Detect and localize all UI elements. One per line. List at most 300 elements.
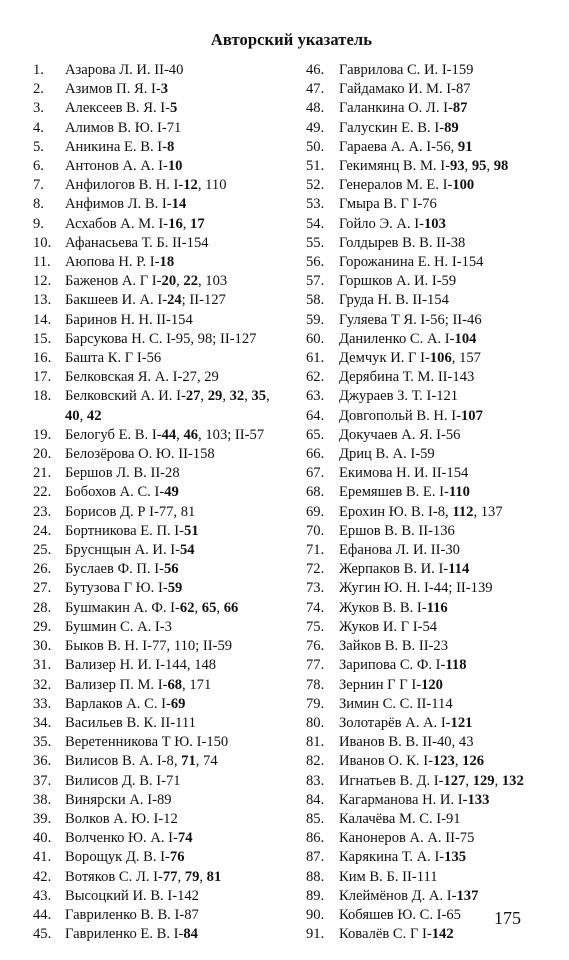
entry-text: [339, 676, 568, 695]
entry-text-part: ; II-127: [181, 292, 226, 309]
index-entry: [306, 714, 568, 733]
index-entry: [306, 330, 568, 349]
entry-number: 1.: [33, 62, 44, 78]
page-number: 175: [494, 908, 521, 928]
entry-text-part: ,: [222, 388, 230, 405]
entry-text-part: Жугин Ю. Н. I-44; II-139: [339, 580, 493, 597]
entry-number: 21.: [33, 465, 52, 482]
index-entry: [306, 579, 568, 598]
page-ref-bold: 118: [445, 657, 467, 674]
entry-text-part: Докучаев А. Я. I-56: [339, 426, 461, 443]
entry-text-part: Бортникова Е. П. I-: [65, 522, 185, 539]
entry-text-part: Вилисов В. А. I-8,: [65, 753, 182, 770]
entry-number: 40.: [33, 830, 52, 847]
entry-text: [65, 311, 301, 330]
entry-number: 32.: [33, 676, 52, 693]
entry-text-part: Белогуб Е. В. I-: [65, 426, 162, 443]
entry-text-part: Груда Н. В. II-154: [339, 292, 449, 309]
entry-number: 84.: [306, 791, 325, 808]
page-ref-bold: 95: [471, 158, 487, 175]
page-ref-bold: 89: [444, 119, 459, 136]
entry-text-part: Баринов Н. Н. II-154: [65, 311, 193, 328]
index-entry: [33, 579, 301, 598]
page-ref-bold: 114: [448, 561, 470, 578]
page-ref-bold: 69: [170, 695, 186, 712]
index-entry: [306, 906, 568, 925]
entry-text-part: Довгопольй В. Н. I-: [339, 407, 461, 424]
entry-text: [339, 330, 568, 349]
index-entry: [33, 349, 301, 368]
entry-number: 90.: [306, 906, 325, 923]
index-entry: [306, 368, 568, 387]
entry-text-part: Гуляева Т Я. I-56; II-46: [339, 311, 482, 328]
page-ref-bold: 49: [164, 484, 179, 501]
page-ref-bold: 16: [168, 215, 183, 232]
index-entry: [33, 80, 301, 99]
entry-number: 18.: [33, 388, 52, 405]
entry-text-part: Гмыра В. Г I-76: [339, 196, 437, 213]
index-entry: [306, 119, 568, 138]
entry-text-part: ,: [464, 158, 472, 175]
entry-number: 85.: [306, 810, 325, 827]
entry-number: 64.: [306, 407, 325, 424]
entry-text: [65, 906, 301, 925]
page-ref-bold: 65: [201, 599, 217, 616]
entry-text-part: Белковская Я. А. I-27, 29: [65, 369, 219, 386]
entry-number: 26.: [33, 561, 52, 578]
entry-text-part: Веретенникова Т Ю. I-150: [65, 734, 229, 751]
page-ref-bold: 20: [161, 273, 177, 290]
page-ref-bold: 110: [448, 484, 470, 501]
index-entry: [306, 426, 568, 445]
index-entry: [306, 925, 568, 944]
index-entry: [33, 464, 301, 483]
index-entry: [306, 138, 568, 157]
entry-number: 50.: [306, 138, 325, 155]
entry-number: 36.: [33, 753, 52, 770]
entry-text: [65, 349, 301, 368]
index-entry: [306, 464, 568, 483]
page-ref-bold: 127: [443, 772, 466, 789]
entry-text-part: Анфимов Л. В. I-: [65, 196, 172, 213]
entry-number: 70.: [306, 522, 325, 539]
entry-text: [339, 253, 568, 272]
entry-text-part: ,: [486, 158, 494, 175]
index-entry: [33, 810, 301, 829]
index-entry: [306, 61, 568, 80]
index-entry: [306, 407, 568, 426]
index-entry: [33, 599, 301, 618]
entry-number: 88.: [306, 868, 325, 885]
index-entry: [306, 733, 568, 752]
entry-text: [339, 311, 568, 330]
entry-text-part: Жуков В. В. I-: [339, 599, 427, 616]
entry-text-part: Аюпова Н. Р. I-: [65, 254, 160, 271]
entry-text-part: Гаврилова С. И. I-159: [339, 62, 474, 78]
page-ref-bold: 24: [167, 292, 182, 309]
entry-text: [339, 695, 568, 714]
page-ref-bold: 71: [181, 753, 196, 770]
entry-number: 79.: [306, 695, 325, 712]
entry-number: 47.: [306, 81, 325, 98]
entry-text-part: Алимов В. Ю. I-71: [65, 119, 182, 136]
entry-number: 43.: [33, 887, 52, 904]
entry-text: [65, 925, 301, 944]
entry-number: 27.: [33, 580, 52, 597]
page-ref-bold: 132: [501, 772, 524, 789]
entry-number: 56.: [306, 254, 325, 271]
index-entry: [33, 157, 301, 176]
index-entry: [306, 176, 568, 195]
index-entry: [33, 215, 301, 234]
entry-text-part: Афанасьева Т. Б. II-154: [65, 234, 209, 251]
index-entry: [306, 445, 568, 464]
page-ref-bold: 81: [206, 868, 222, 885]
index-entry: [306, 791, 568, 810]
entry-text-part: Азимов П. Я. I-: [65, 81, 161, 98]
index-entry: [306, 772, 568, 791]
page-ref-bold: 40: [65, 407, 80, 424]
index-entry: [33, 195, 301, 214]
entry-text-part: Азарова Л. И. II-40: [65, 62, 184, 78]
entry-text: [339, 599, 568, 618]
entry-number: 20.: [33, 446, 52, 463]
entry-text-part: Антонов А. А. I-: [65, 158, 168, 175]
entry-text: [339, 138, 568, 157]
index-entry: [33, 906, 301, 925]
index-entry: [306, 215, 568, 234]
entry-number: 89.: [306, 887, 325, 904]
index-entry: [33, 868, 301, 887]
entry-number: 63.: [306, 388, 325, 405]
entry-number: 30.: [33, 638, 52, 655]
index-entry: [306, 234, 568, 253]
index-entry: [306, 503, 568, 522]
index-entry: [306, 272, 568, 291]
page-ref-bold: 120: [421, 676, 443, 693]
entry-text-part: Ворощук Д. В. I-: [65, 849, 170, 866]
entry-text: [339, 407, 568, 426]
index-entry: [306, 311, 568, 330]
entry-text-part: Зарипова С. Ф. I-: [339, 657, 446, 674]
entry-number: 86.: [306, 830, 325, 847]
entry-text: [65, 733, 301, 752]
index-entry: [33, 253, 301, 272]
page-ref-bold: 51: [184, 522, 199, 539]
index-entry: [33, 99, 301, 118]
entry-text: [339, 618, 568, 637]
entry-text-part: Дриц В. А. I-59: [339, 446, 435, 463]
page-ref-bold: 93: [449, 158, 465, 175]
entry-text-part: ,: [182, 215, 191, 232]
entry-number: 77.: [306, 657, 325, 674]
entry-number: 23.: [33, 503, 52, 520]
entry-text: [65, 752, 301, 771]
entry-text-part: Зернин Г Г I-: [339, 676, 422, 693]
page-ref-bold: 17: [190, 215, 205, 232]
entry-text: [65, 272, 301, 291]
entry-text: [339, 464, 568, 483]
entry-text-part: ,: [199, 868, 207, 885]
page-ref-bold: 112: [452, 503, 474, 520]
page-ref-bold: 116: [426, 599, 448, 616]
entry-text-part: Галанкина О. Л. I-: [339, 100, 453, 117]
entry-number: 17.: [33, 369, 52, 386]
index-entry: [33, 330, 301, 349]
index-entry: [306, 868, 568, 887]
page-ref-bold: 137: [456, 887, 479, 904]
index-entry: [306, 80, 568, 99]
entry-number: 38.: [33, 791, 52, 808]
entry-text-part: Ковалёв С. Г I-: [339, 926, 432, 943]
entry-text-part: Джураев З. Т. I-121: [339, 388, 459, 405]
entry-text: [65, 387, 301, 425]
entry-text-part: Галускин Е. В. I-: [339, 119, 445, 136]
entry-text: [65, 503, 301, 522]
index-entry: [33, 676, 301, 695]
page-ref-bold: 66: [223, 599, 239, 616]
entry-text: [339, 157, 568, 176]
entry-text-part: Игнатьев В. Д. I-: [339, 772, 444, 789]
page-ref-bold: 77: [162, 868, 178, 885]
entry-text: [339, 445, 568, 464]
index-entry: [33, 560, 301, 579]
entry-number: 65.: [306, 426, 325, 443]
index-entry: [306, 618, 568, 637]
page-ref-bold: 27: [185, 388, 201, 405]
index-entry: [306, 848, 568, 867]
entry-number: 10.: [33, 234, 52, 251]
entry-number: 8.: [33, 196, 44, 213]
index-entry: [33, 368, 301, 387]
entry-text-part: Гекимянц В. М. I-: [339, 158, 450, 175]
entry-number: 29.: [33, 618, 52, 635]
entry-number: 48.: [306, 100, 325, 117]
entry-text: [65, 695, 301, 714]
entry-number: 41.: [33, 849, 52, 866]
entry-text: [65, 253, 301, 272]
entry-text-part: Баженов А. Г I-: [65, 273, 162, 290]
entry-text-part: Ершов В. В. II-136: [339, 522, 455, 539]
entry-text: [65, 656, 301, 675]
index-entry: [306, 599, 568, 618]
entry-number: 25.: [33, 542, 52, 559]
entry-text: [339, 656, 568, 675]
entry-number: 7.: [33, 177, 44, 194]
index-entry: [306, 560, 568, 579]
entry-text-part: Калачёва М. С. I-91: [339, 810, 461, 827]
entry-number: 82.: [306, 753, 325, 770]
entry-text: [65, 426, 301, 445]
entry-number: 39.: [33, 810, 52, 827]
entry-text: [339, 906, 568, 925]
entry-text-part: Асхабов А. М. I-: [65, 215, 169, 232]
entry-text: [65, 522, 301, 541]
entry-number: 37.: [33, 772, 52, 789]
entry-number: 34.: [33, 714, 52, 731]
index-entry: [33, 772, 301, 791]
entry-number: 62.: [306, 369, 325, 386]
entry-number: 91.: [306, 926, 325, 943]
index-entry: [33, 733, 301, 752]
page-ref-bold: 59: [167, 580, 183, 597]
entry-text: [65, 99, 301, 118]
entry-text: [339, 791, 568, 810]
entry-text: [339, 272, 568, 291]
entry-text-part: , 74: [195, 753, 218, 770]
entry-text-part: Гайдамако И. М. I-87: [339, 81, 471, 98]
entry-text-part: ,: [176, 273, 184, 290]
entry-text-part: Ким В. Б. II-111: [339, 868, 438, 885]
entry-text: [65, 215, 301, 234]
entry-number: 74.: [306, 599, 325, 616]
entry-text: [339, 560, 568, 579]
entry-text-part: Бушмин С. А. I-3: [65, 618, 172, 635]
entry-text: [65, 157, 301, 176]
entry-text: [339, 522, 568, 541]
entry-text-part: Аникина Е. В. I-: [65, 138, 167, 155]
entry-text: [65, 829, 301, 848]
index-entry: [33, 234, 301, 253]
index-entry: [33, 637, 301, 656]
entry-text: [65, 291, 301, 310]
index-entry: [306, 195, 568, 214]
entry-text-part: Бушмакин А. Ф. I-: [65, 599, 180, 616]
entry-text-part: , 157: [451, 350, 481, 367]
page-ref-bold: 14: [171, 196, 187, 213]
page-ref-bold: 3: [160, 81, 169, 98]
entry-text: [65, 848, 301, 867]
entry-text-part: Екимова Н. И. II-154: [339, 465, 469, 482]
entry-text: [65, 195, 301, 214]
entry-text: [65, 541, 301, 560]
entry-number: 59.: [306, 311, 325, 328]
entry-number: 75.: [306, 618, 325, 635]
entry-text: [339, 176, 568, 195]
entry-text-part: Кагарманова Н. И. I-: [339, 791, 468, 808]
entry-text: [65, 579, 301, 598]
page-ref-bold: 12: [183, 177, 198, 194]
entry-number: 51.: [306, 158, 325, 175]
entry-text-part: Горшков А. И. I-59: [339, 273, 457, 290]
index-entry: [306, 656, 568, 675]
index-entry: [306, 541, 568, 560]
page-ref-bold: 84: [183, 926, 198, 943]
index-entry: [33, 503, 301, 522]
entry-text-part: Бруснщын А. И. I-: [65, 542, 180, 559]
entry-text-part: Вализер Н. И. I-144, 148: [65, 657, 217, 674]
entry-text: [339, 637, 568, 656]
entry-number: 33.: [33, 695, 52, 712]
index-entry: [33, 848, 301, 867]
entry-text: [339, 829, 568, 848]
entry-number: 54.: [306, 215, 325, 232]
index-entry: [33, 387, 301, 425]
entry-text: [65, 637, 301, 656]
page-ref-bold: 87: [452, 100, 468, 117]
entry-text: [339, 291, 568, 310]
entry-text-part: Еремяшев В. Е. I-: [339, 484, 449, 501]
page-ref-bold: 29: [207, 388, 223, 405]
index-entry: [33, 176, 301, 195]
entry-text: [339, 733, 568, 752]
index-entry: [306, 695, 568, 714]
entry-number: 2.: [33, 81, 44, 98]
entry-text-part: Горожанина Е. Н. I-154: [339, 254, 484, 271]
entry-text-part: ,: [79, 407, 87, 424]
page-ref-bold: 107: [460, 407, 483, 424]
entry-text-part: Ерохин Ю. В. I-8,: [339, 503, 453, 520]
page-ref-bold: 44: [161, 426, 177, 443]
entry-text-part: Дерябина Т. М. II-143: [339, 369, 475, 386]
entry-text-part: Демчук И. Г I-: [339, 350, 430, 367]
entry-text-part: Клеймёнов Д. А. I-: [339, 887, 457, 904]
entry-text: [339, 99, 568, 118]
entry-text: [339, 215, 568, 234]
index-entry: [306, 387, 568, 406]
entry-number: 16.: [33, 350, 52, 367]
entry-number: 83.: [306, 772, 325, 789]
entry-number: 46.: [306, 62, 325, 78]
entry-text-part: Волченко Ю. А. I-: [65, 830, 178, 847]
entry-text-part: , 137: [473, 503, 503, 520]
index-entry: [33, 291, 301, 310]
page-ref-bold: 126: [462, 753, 485, 770]
entry-text-part: Буслаев Ф. П. I-: [65, 561, 164, 578]
index-entry: [33, 618, 301, 637]
entry-text-part: Варлаков А. С. I-: [65, 695, 171, 712]
entry-number: 35.: [33, 734, 52, 751]
page-ref-bold: 32: [229, 388, 245, 405]
entry-number: 53.: [306, 196, 325, 213]
entry-text: [65, 445, 301, 464]
entry-text-part: Васильев В. К. II-111: [65, 714, 196, 731]
entry-text-part: Зимин С. С. II-114: [339, 695, 453, 712]
entry-number: 5.: [33, 138, 44, 155]
entry-text: [339, 234, 568, 253]
entry-text: [65, 176, 301, 195]
page-ref-bold: 74: [177, 830, 193, 847]
page-ref-bold: 22: [183, 273, 198, 290]
entry-text: [65, 80, 301, 99]
entry-text: [339, 887, 568, 906]
entry-text-part: , 171: [182, 676, 212, 693]
entry-number: 4.: [33, 119, 44, 136]
entry-text: [65, 368, 301, 387]
entry-text-part: Иванов В. В. II-40, 43: [339, 734, 474, 751]
entry-number: 12.: [33, 273, 52, 290]
entry-text: [339, 195, 568, 214]
entry-number: 80.: [306, 714, 325, 731]
index-entry: [306, 483, 568, 502]
entry-text: [339, 368, 568, 387]
page-ref-bold: 5: [169, 100, 178, 117]
entry-text: [339, 579, 568, 598]
page-ref-bold: 129: [472, 772, 495, 789]
entry-text-part: Винярски А. I-89: [65, 791, 172, 808]
entry-text-part: Барсукова Н. С. I-95, 98; II-127: [65, 330, 257, 347]
entry-text-part: Генералов М. Е. I-: [339, 177, 453, 194]
entry-number: 45.: [33, 926, 52, 943]
page-ref-bold: 142: [431, 926, 454, 943]
entry-text: [65, 61, 301, 80]
entry-text: [339, 426, 568, 445]
index-column-left: [33, 61, 301, 944]
index-entry: [33, 483, 301, 502]
entry-number: 73.: [306, 580, 325, 597]
index-entry: [33, 311, 301, 330]
entry-text-part: ,: [454, 753, 463, 770]
